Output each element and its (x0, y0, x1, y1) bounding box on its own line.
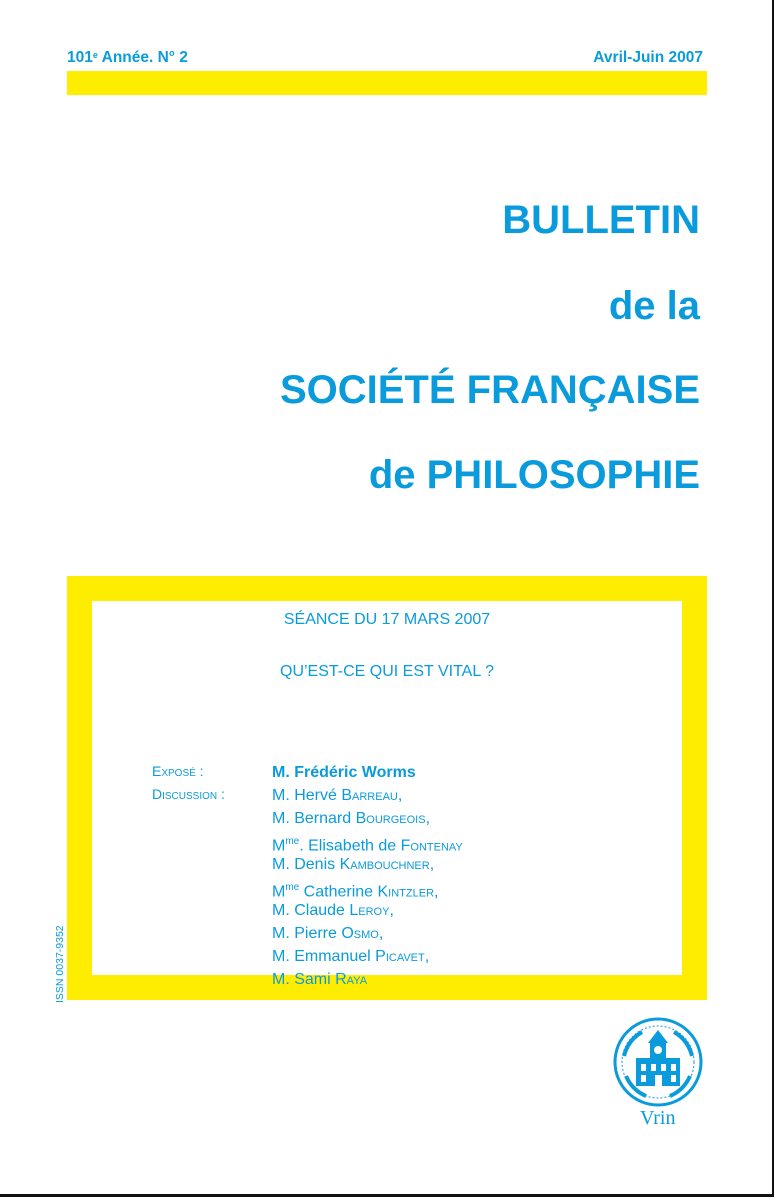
session-date: SÉANCE DU 17 MARS 2007 (283, 611, 491, 628)
issue-number: 101e Année. N° 2 (67, 49, 188, 66)
discussant-item: M. Pierre Osmo, (272, 925, 384, 942)
discussant-item: M. Claude Leroy, (272, 902, 394, 919)
issn-number: ISSN 0037-9352 (54, 925, 66, 1003)
discussant-item: M. Sami Raya (272, 971, 368, 988)
title-line-2: de la (608, 284, 700, 328)
session-frame (67, 576, 707, 1000)
discussant-list (272, 784, 463, 991)
main-speaker: M. Frédéric Worms (272, 764, 416, 781)
title-line-1: BULLETIN (502, 198, 700, 242)
speaker-list (272, 761, 463, 991)
title-line-4: de PHILOSOPHIE (368, 453, 700, 497)
discussion-label: Discussion : (152, 786, 225, 802)
discussant-item: $M^{me}$. Elisabeth de Fontenay (272, 836, 463, 855)
session-question: QU’EST-CE QUI EST VITAL ? (280, 663, 494, 680)
discussant-item: $M^{me}$ Catherine Kintzler, (272, 882, 439, 901)
publisher-seal-icon (612, 1016, 704, 1108)
issue-header (67, 49, 703, 67)
title-line-3: SOCIÉTÉ FRANÇAISE (279, 368, 700, 412)
expose-label: Exposé : (152, 763, 204, 779)
discussant-item: M. Emmanuel Picavet, (272, 948, 430, 965)
issue-date: Avril-Juin 2007 (593, 49, 703, 66)
header-yellow-band (67, 71, 707, 95)
publisher-name: Vrin (640, 1107, 676, 1129)
discussant-item: M. Denis Kambouchner, (272, 856, 435, 873)
discussant-item: M. Bernard Bourgeois, (272, 810, 431, 827)
session-panel (92, 601, 682, 988)
discussant-item: M. Hervé Barreau, (272, 787, 403, 804)
